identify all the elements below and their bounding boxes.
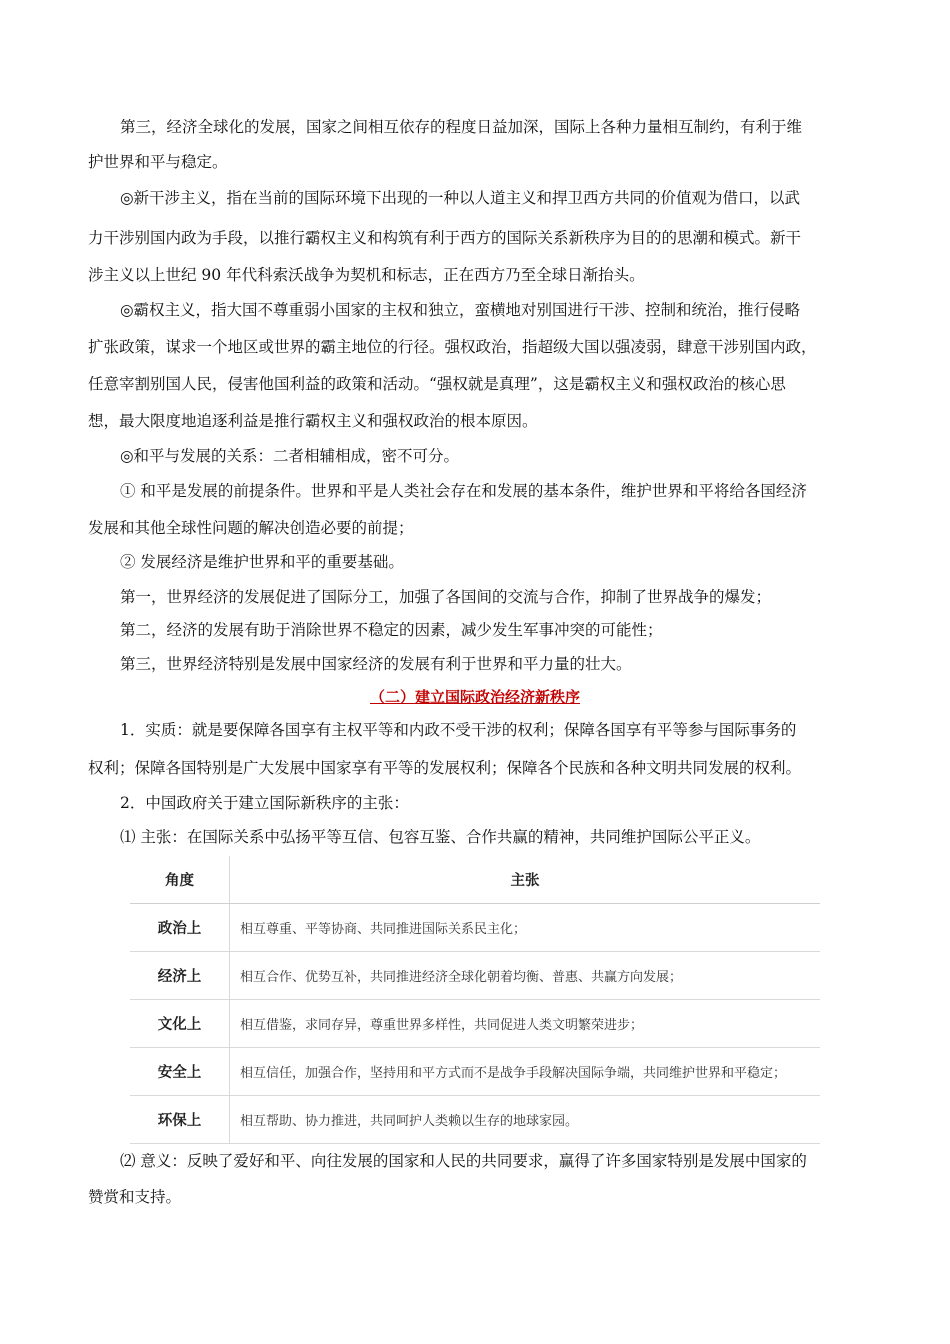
- table-header-row: [130, 856, 820, 904]
- table-row: [130, 1048, 820, 1096]
- paragraph-line: 任意宰割别国人民，侵害他国利益的政策和活动。“强权就是真理”，这是霸权主义和强权政治的核心思: [88, 375, 786, 393]
- paragraph-line: 想，最大限度地追逐利益是推行霸权主义和强权政治的根本原因。: [88, 412, 538, 430]
- policy-table: [130, 856, 820, 1144]
- paragraph-line: 赞赏和支持。: [88, 1188, 182, 1206]
- row-content: 相互尊重、平等协商、共同推进国际关系民主化；: [230, 904, 821, 952]
- paragraph-line: 1．实质：就是要保障各国享有主权平等和内政不受干涉的权利；保障各国享有平等参与国际事务的: [120, 721, 797, 739]
- header-angle: 角度: [130, 856, 230, 904]
- table-row: [130, 1096, 820, 1144]
- row-label: 安全上: [130, 1048, 230, 1096]
- paragraph-line: ◎和平与发展的关系：二者相辅相成，密不可分。: [120, 447, 460, 465]
- row-label: 政治上: [130, 904, 230, 952]
- paragraph-line: 扩张政策，谋求一个地区或世界的霸主地位的行径。强权政治，指超级大国以强凌弱，肆意干涉别国内政，: [88, 338, 817, 356]
- header-proposal: 主张: [230, 856, 821, 904]
- paragraph-line: ⑵ 意义：反映了爱好和平、向往发展的国家和人民的共同要求，赢得了许多国家特别是发展中国家的: [120, 1152, 807, 1170]
- paragraph-line: 第三，世界经济特别是发展中国家经济的发展有利于世界和平力量的壮大。: [120, 655, 632, 673]
- row-label: 经济上: [130, 952, 230, 1000]
- paragraph-line: ① 和平是发展的前提条件。世界和平是人类社会存在和发展的基本条件，维护世界和平将给各国经济: [120, 482, 807, 500]
- paragraph-line: ② 发展经济是维护世界和平的重要基础。: [120, 553, 404, 571]
- paragraph-line: ⑴ 主张：在国际关系中弘扬平等互信、包容互鉴、合作共赢的精神，共同维护国际公平正义。: [120, 828, 761, 846]
- table-row: [130, 904, 820, 952]
- paragraph-line: 第二，经济的发展有助于消除世界不稳定的因素，减少发生军事冲突的可能性；: [120, 621, 663, 639]
- paragraph-line: 护世界和平与稳定。: [88, 153, 228, 171]
- table-row: [130, 952, 820, 1000]
- paragraph-line: 力干涉别国内政为手段，以推行霸权主义和构筑有利于西方的国际关系新秩序为目的的思潮和模式。新干: [88, 229, 802, 247]
- paragraph-line: 2．中国政府关于建立国际新秩序的主张：: [120, 794, 409, 812]
- row-content: 相互帮助、协力推进，共同呵护人类赖以生存的地球家园。: [230, 1096, 821, 1144]
- paragraph-line: 涉主义以上世纪 90 年代科索沃战争为契机和标志，正在西方乃至全球日渐抬头。: [88, 266, 645, 284]
- paragraph-line: ◎霸权主义，指大国不尊重弱小国家的主权和独立，蛮横地对别国进行干涉、控制和统治，推行侵略: [120, 301, 801, 319]
- paragraph-line: 权利；保障各国特别是广大发展中国家享有平等的发展权利；保障各个民族和各种文明共同发展的权利。: [88, 759, 802, 777]
- paragraph-line: ◎新干涉主义，指在当前的国际环境下出现的一种以人道主义和捍卫西方共同的价值观为借口，以武: [120, 189, 801, 207]
- row-label: 文化上: [130, 1000, 230, 1048]
- paragraph-line: 第一，世界经济的发展促进了国际分工，加强了各国间的交流与合作，抑制了世界战争的爆发；: [120, 588, 772, 606]
- row-content: 相互信任，加强合作，坚持用和平方式而不是战争手段解决国际争端，共同维护世界和平稳定；: [230, 1048, 821, 1096]
- row-content: 相互合作、优势互补，共同推进经济全球化朝着均衡、普惠、共赢方向发展；: [230, 952, 821, 1000]
- section-heading: （二）建立国际政治经济新秩序: [369, 688, 580, 706]
- table-row: [130, 1000, 820, 1048]
- row-label: 环保上: [130, 1096, 230, 1144]
- paragraph-line: 第三，经济全球化的发展，国家之间相互依存的程度日益加深，国际上各种力量相互制约，有利于维: [120, 118, 803, 136]
- paragraph-line: 发展和其他全球性问题的解决创造必要的前提；: [88, 519, 414, 537]
- row-content: 相互借鉴，求同存异，尊重世界多样性，共同促进人类文明繁荣进步；: [230, 1000, 821, 1048]
